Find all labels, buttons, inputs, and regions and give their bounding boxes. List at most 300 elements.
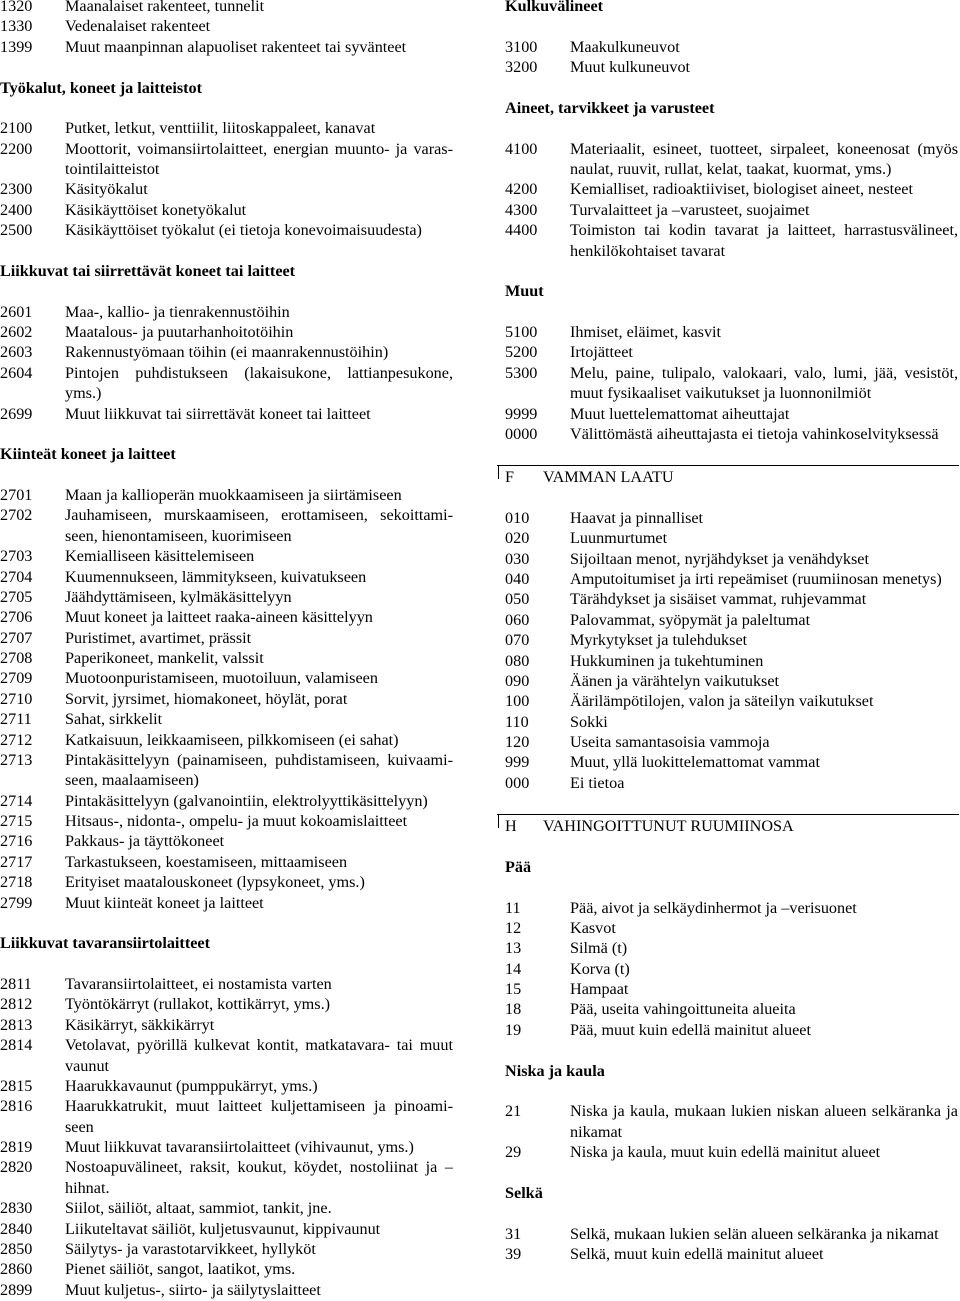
description-line: Haarukkavaunut (pumppukärryt, yms.)	[65, 1076, 318, 1095]
item-code: 2706	[0, 608, 33, 627]
code-item-2710	[0, 689, 453, 709]
item-code: 070	[505, 631, 530, 650]
item-code: 13	[505, 939, 522, 958]
code-item-2860	[0, 1259, 453, 1279]
description-line: Irtojätteet	[570, 343, 633, 362]
description-line: Maa-, kallio- ja tienrakennustöihin	[65, 302, 290, 321]
spacer	[0, 241, 453, 261]
code-item-2708	[0, 648, 453, 668]
description-line: Kuumennukseen, lämmitykseen, kuivatukseen	[65, 567, 367, 586]
code-item-080	[505, 651, 959, 671]
item-code: 120	[505, 733, 530, 751]
description-line: Erityiset maatalouskoneet (lypsykoneet, yms.)	[65, 873, 365, 892]
item-code: 4300	[505, 200, 538, 219]
item-description	[570, 528, 958, 548]
code-item-2850	[0, 1239, 453, 1259]
item-code: 2709	[0, 669, 33, 688]
description-line: Sahat, sirkkelit	[65, 710, 163, 729]
description-line: henkilökohtaiset tavarat	[570, 241, 726, 260]
item-description	[65, 831, 453, 851]
description-line: Käsikäyttöiset konetyökalut	[65, 200, 247, 219]
item-code: 0000	[505, 424, 538, 443]
item-code: 2718	[0, 873, 33, 892]
description-line: Turvalaitteet ja –varusteet, suojaimet	[570, 200, 810, 219]
item-code: 2820	[0, 1158, 33, 1177]
code-item-2713	[0, 750, 453, 791]
item-description	[570, 424, 958, 444]
code-item-2709	[0, 668, 453, 688]
item-description	[570, 898, 958, 918]
item-description	[65, 750, 453, 791]
code-item-2500	[0, 220, 453, 240]
item-description	[65, 1035, 453, 1076]
item-code: 010	[505, 508, 530, 527]
item-description	[65, 363, 453, 404]
item-description	[570, 549, 958, 569]
item-description	[570, 508, 958, 528]
item-code: 2707	[0, 628, 33, 647]
item-description	[65, 485, 453, 505]
item-code: 18	[505, 1000, 522, 1019]
item-description	[65, 139, 453, 180]
item-code: 2711	[0, 710, 32, 729]
item-code: 2712	[0, 730, 33, 749]
description-line: Muut luettelemattomat aiheuttajat	[570, 404, 790, 423]
part-letter: H	[505, 817, 517, 835]
left-column	[0, 0, 453, 1300]
code-item-2602	[0, 322, 453, 342]
description-line: Useita samantasoisia vammoja	[570, 733, 770, 751]
description-line: Silmä (t)	[570, 939, 628, 958]
code-item-0000	[505, 424, 959, 444]
item-description	[65, 1137, 453, 1157]
code-item-5100	[505, 322, 959, 342]
item-description	[65, 0, 453, 16]
item-description	[65, 179, 453, 199]
code-item-3100	[505, 37, 959, 57]
section-heading: Pää	[505, 857, 532, 876]
code-item-4200	[505, 179, 959, 199]
description-line: Jäähdyttämiseen, kylmäkäsittelyyn	[65, 587, 292, 606]
item-code: 9999	[505, 404, 538, 423]
section-heading: Muut	[505, 282, 544, 301]
item-description	[570, 999, 958, 1019]
item-description	[570, 179, 958, 199]
item-description	[65, 607, 453, 627]
item-description	[65, 322, 453, 342]
code-item-2840	[0, 1219, 453, 1239]
code-item-999	[505, 752, 959, 772]
code-item-020	[505, 528, 959, 548]
item-code: 2604	[0, 363, 33, 382]
item-code: 2860	[0, 1260, 33, 1279]
item-description	[570, 404, 958, 424]
description-line: Melu, paine, tulipalo, valokaari, valo, lumi, jää, vesistöt,	[570, 363, 958, 382]
spacer	[0, 57, 453, 77]
section-heading: Kiinteät koneet ja laitteet	[0, 445, 176, 464]
item-code: 2811	[0, 975, 32, 993]
item-description	[570, 569, 958, 589]
item-code: 2812	[0, 995, 33, 1014]
item-code: 2899	[0, 1280, 33, 1299]
right-column	[505, 0, 959, 1264]
item-code: 2714	[0, 791, 33, 810]
section-heading: Liikkuvat tavaransiirtolaitteet	[0, 934, 210, 953]
item-description	[65, 1096, 453, 1137]
description-line: Maan ja kallioperän muokkaamiseen ja siirtämiseen	[65, 486, 402, 504]
item-code: 080	[505, 651, 530, 670]
item-description	[65, 1280, 453, 1300]
description-line: Toimiston tai kodin tavarat ja laitteet, harrastusvälineet,	[570, 221, 958, 240]
item-code: 2603	[0, 343, 33, 362]
code-item-4400	[505, 220, 959, 261]
item-description	[65, 1015, 453, 1035]
description-line: Vetolavat, pyörillä kulkevat kontit, matkatavara- tai muut	[65, 1036, 453, 1055]
item-description	[570, 139, 958, 180]
code-item-2812	[0, 994, 453, 1014]
item-description	[570, 363, 958, 404]
description-line: Sorvit, jyrsimet, hiomakoneet, höylät, porat	[65, 689, 348, 708]
description-line: vaunut	[65, 1056, 110, 1075]
item-description	[570, 773, 958, 793]
code-item-070	[505, 630, 959, 650]
description-line: Amputoitumiset ja irti repeämiset (ruumiinosan menetys)	[570, 570, 942, 588]
item-code: 21	[505, 1102, 522, 1121]
item-code: 2850	[0, 1239, 33, 1258]
item-code: 5100	[505, 323, 538, 341]
code-item-39	[505, 1244, 959, 1264]
item-description	[570, 918, 958, 938]
section-heading: Aineet, tarvikkeet ja varusteet	[505, 98, 715, 117]
item-description	[570, 589, 958, 609]
item-code: 050	[505, 590, 530, 609]
item-code: 31	[505, 1224, 522, 1243]
item-description	[65, 974, 453, 994]
item-code: 2705	[0, 587, 33, 606]
spacer	[0, 913, 453, 933]
item-code: 1320	[0, 0, 33, 15]
code-item-5300	[505, 363, 959, 404]
spacer	[0, 424, 453, 444]
code-item-2702	[0, 505, 453, 546]
code-item-15	[505, 979, 959, 999]
item-code: 2701	[0, 486, 33, 504]
item-description	[65, 852, 453, 872]
item-code: 2699	[0, 404, 33, 423]
code-item-2819	[0, 1137, 453, 1157]
code-item-2830	[0, 1198, 453, 1218]
code-item-120	[505, 732, 959, 752]
item-code: 110	[505, 712, 529, 731]
item-description	[65, 689, 453, 709]
item-code: 3200	[505, 58, 538, 77]
code-item-2816	[0, 1096, 453, 1137]
part-letter: F	[505, 468, 515, 487]
item-code: 19	[505, 1020, 522, 1039]
section-heading: Kulkuvälineet	[505, 0, 604, 15]
spacer	[505, 261, 959, 281]
description-line: Hitsaus-, nidonta-, ompelu- ja muut kokoamislaitteet	[65, 812, 408, 830]
item-code: 2840	[0, 1219, 33, 1238]
item-code: 2710	[0, 689, 33, 708]
description-line: Tavaransiirtolaitteet, ei nostamista varten	[65, 975, 332, 993]
description-line: Moottorit, voimansiirtolaitteet, energian muunto- ja varas-	[65, 139, 453, 158]
item-description	[65, 587, 453, 607]
description-line: Työntökärryt (rullakot, kottikärryt, yms.)	[65, 995, 331, 1014]
description-line: Maatalous- ja puutarhanhoitotöihin	[65, 323, 294, 341]
item-code: 2702	[0, 506, 33, 525]
description-line: Jauhamiseen, murskaamiseen, erottamiseen, sekoittami-	[65, 506, 453, 525]
item-description	[65, 1239, 453, 1259]
section-heading: Selkä	[505, 1183, 543, 1202]
item-description	[65, 302, 453, 322]
item-code: 2300	[0, 180, 33, 199]
description-line: Äänen ja värähtelyn vaikutukset	[570, 671, 780, 690]
item-code: 3100	[505, 37, 538, 56]
item-description	[570, 1101, 958, 1142]
item-code: 39	[505, 1244, 522, 1263]
code-item-2899	[0, 1280, 453, 1300]
description-line: Luunmurtumet	[570, 529, 668, 548]
description-line: Käsikärryt, säkkikärryt	[65, 1015, 215, 1034]
description-line: Haarukkatrukit, muut laitteet kuljettamiseen ja pinoami-	[65, 1097, 453, 1116]
description-line: Pintojen puhdistukseen (lakaisukone, lattianpesukone,	[65, 363, 453, 382]
code-item-11	[505, 898, 959, 918]
code-item-2701	[0, 485, 453, 505]
description-line: Muut kulkuneuvot	[570, 58, 691, 77]
item-code: 11	[505, 898, 521, 917]
code-item-21	[505, 1101, 959, 1142]
item-code: 090	[505, 671, 530, 690]
item-code: 1330	[0, 17, 33, 36]
code-item-2705	[0, 587, 453, 607]
spacer	[505, 118, 959, 138]
section-heading: Työkalut, koneet ja laitteistot	[0, 78, 203, 97]
description-line: naulat, ruuvit, rullat, kelat, taakat, kuormat, yms.)	[570, 160, 892, 178]
description-line: Välittömästä aiheuttajasta ei tietoja vahinkoselvityksessä	[570, 424, 939, 443]
description-line: Myrkytykset ja tulehdukset	[570, 631, 748, 650]
spacer	[505, 1203, 959, 1223]
item-code: 2708	[0, 649, 33, 667]
item-code: 4200	[505, 180, 538, 199]
item-code: 000	[505, 773, 530, 792]
description-line: Maakulkuneuvot	[570, 37, 680, 56]
code-item-2704	[0, 567, 453, 587]
item-description	[65, 648, 453, 668]
item-code: 2704	[0, 567, 33, 586]
item-code: 2400	[0, 200, 33, 219]
spacer	[0, 98, 453, 118]
item-code: 2816	[0, 1097, 33, 1116]
item-code: 2815	[0, 1076, 33, 1095]
code-item-060	[505, 610, 959, 630]
description-line: Katkaisuun, leikkaamiseen, pilkkomiseen (ei sahat)	[65, 730, 399, 749]
description-line: Säilytys- ja varastotarvikkeet, hyllyköt	[65, 1239, 316, 1258]
code-item-31	[505, 1224, 959, 1244]
item-code: 29	[505, 1143, 522, 1161]
item-code: 2716	[0, 832, 33, 851]
item-code: 2813	[0, 1015, 33, 1034]
description-line: Korva (t)	[570, 959, 630, 978]
description-line: Putket, letkut, venttiilit, liitoskappaleet, kanavat	[65, 119, 376, 138]
item-description	[65, 1259, 453, 1279]
description-line: Hampaat	[570, 980, 629, 998]
code-item-5200	[505, 342, 959, 362]
item-description	[65, 118, 453, 138]
code-item-030	[505, 549, 959, 569]
item-description	[570, 630, 958, 650]
item-code: 15	[505, 980, 522, 998]
spacer	[505, 1081, 959, 1101]
item-description	[65, 342, 453, 362]
item-code: 2819	[0, 1138, 33, 1156]
item-description	[65, 994, 453, 1014]
item-code: 2601	[0, 302, 33, 321]
item-code: 100	[505, 692, 530, 711]
code-item-2601	[0, 302, 453, 322]
description-line: Ihmiset, eläimet, kasvit	[570, 323, 722, 341]
item-description	[65, 872, 453, 892]
code-item-2813	[0, 1015, 453, 1035]
description-line: Niska ja kaula, mukaan lukien niskan alueen selkäranka ja	[570, 1102, 958, 1121]
description-line: Pakkaus- ja täyttökoneet	[65, 832, 225, 851]
description-line: Kasvot	[570, 918, 616, 937]
item-description	[570, 57, 958, 77]
description-line: Tarkastukseen, koestamiseen, mittaamiseen	[65, 852, 348, 871]
code-item-090	[505, 671, 959, 691]
item-code: 2500	[0, 221, 33, 240]
spacer	[505, 1162, 959, 1182]
item-description	[570, 959, 958, 979]
description-line: Pintakäsittelyyn (galvanointiin, elektrolyyttikäsittelyyn)	[65, 791, 428, 810]
code-item-9999	[505, 404, 959, 424]
code-item-2811	[0, 974, 453, 994]
item-code: 12	[505, 918, 522, 937]
description-line: Niska ja kaula, muut kuin edellä mainitut alueet	[570, 1143, 881, 1161]
description-line: Liikuteltavat säiliöt, kuljetusvaunut, kippivaunut	[65, 1219, 381, 1238]
description-line: tointilaitteistot	[65, 160, 160, 178]
description-line: yms.)	[65, 384, 102, 403]
description-line: Nostoapuvälineet, raksit, koukut, köydet, nostoliinat ja –	[65, 1158, 453, 1177]
description-line: Muut kiinteät koneet ja laitteet	[65, 893, 264, 912]
description-line: Paperikoneet, mankelit, valssit	[65, 649, 264, 667]
code-item-040	[505, 569, 959, 589]
code-item-050	[505, 589, 959, 609]
item-description	[570, 1244, 958, 1264]
section-heading: Niska ja kaula	[505, 1061, 605, 1080]
code-item-18	[505, 999, 959, 1019]
item-description	[65, 546, 453, 566]
spacer	[505, 78, 959, 98]
description-line: Haavat ja pinnalliset	[570, 508, 704, 527]
item-description	[570, 651, 958, 671]
item-code: 2814	[0, 1036, 33, 1055]
spacer	[0, 465, 453, 485]
description-line: Selkä, mukaan lukien selän alueen selkäranka ja nikamat	[570, 1224, 939, 1243]
item-code: 2200	[0, 139, 33, 158]
spacer	[505, 877, 959, 897]
spacer	[0, 954, 453, 974]
code-item-2300	[0, 179, 453, 199]
description-line: muut fysikaaliset vaikutukset ja luonnonilmiöt	[570, 384, 872, 403]
code-item-2400	[0, 200, 453, 220]
description-line: seen, hienontamiseen, kuorimiseen	[65, 526, 292, 545]
description-line: hihnat.	[65, 1178, 110, 1197]
item-code: 030	[505, 549, 530, 568]
item-description	[570, 752, 958, 772]
description-line: Pää, useita vahingoittuneita alueita	[570, 1000, 796, 1019]
code-item-1399	[0, 37, 453, 57]
description-line: Äärilämpötilojen, valon ja säteilyn vaikutukset	[570, 692, 874, 711]
code-item-2200	[0, 139, 453, 180]
part-header	[497, 814, 959, 837]
description-line: Vedenalaiset rakenteet	[65, 17, 211, 36]
item-description	[65, 709, 453, 729]
item-description	[570, 671, 958, 691]
code-item-2714	[0, 791, 453, 811]
item-description	[570, 1142, 958, 1162]
description-line: Pintakäsittelyyn (painamiseen, puhdistamiseen, kuivaami-	[65, 750, 453, 769]
code-item-2820	[0, 1157, 453, 1198]
item-code: 5300	[505, 363, 538, 382]
item-description	[570, 322, 958, 342]
code-item-2716	[0, 831, 453, 851]
description-line: Muotoonpuristamiseen, muotoiluun, valamiseen	[65, 669, 378, 688]
description-line: Kemialliseen käsittelemiseen	[65, 547, 255, 566]
description-line: Palovammat, syöpymät ja paleltumat	[570, 610, 811, 629]
code-item-010	[505, 508, 959, 528]
description-line: seen, maalaamiseen)	[65, 771, 199, 790]
code-item-2717	[0, 852, 453, 872]
item-code: 999	[505, 753, 530, 772]
item-description	[65, 1219, 453, 1239]
code-item-1320	[0, 0, 453, 16]
item-code: 2602	[0, 323, 33, 341]
code-item-2100	[0, 118, 453, 138]
spacer	[505, 444, 959, 464]
spacer	[505, 836, 959, 856]
code-item-2603	[0, 342, 453, 362]
description-line: Puristimet, avartimet, prässit	[65, 628, 252, 647]
code-item-4300	[505, 200, 959, 220]
description-line: Käsikäyttöiset työkalut (ei tietoja konevoimaisuudesta)	[65, 221, 422, 240]
item-description	[65, 404, 453, 424]
item-description	[570, 691, 958, 711]
item-code: 060	[505, 610, 530, 629]
description-line: Hukkuminen ja tukehtuminen	[570, 651, 764, 670]
item-description	[570, 220, 958, 261]
spacer	[505, 16, 959, 36]
item-code: 020	[505, 529, 530, 548]
code-item-110	[505, 712, 959, 732]
description-line: Materiaalit, esineet, tuotteet, sirpaleet, koneenosat (myös	[570, 139, 958, 158]
item-description	[570, 200, 958, 220]
description-line: Selkä, muut kuin edellä mainitut alueet	[570, 1244, 824, 1263]
item-description	[65, 505, 453, 546]
spacer	[505, 793, 959, 813]
code-item-29	[505, 1142, 959, 1162]
item-description	[570, 1224, 958, 1244]
item-code: 4100	[505, 139, 538, 158]
description-line: Pää, aivot ja selkäydinhermot ja –verisuonet	[570, 898, 857, 917]
description-line: Siilot, säiliöt, altaat, sammiot, tankit, jne.	[65, 1199, 332, 1218]
item-code: 14	[505, 959, 522, 978]
code-item-1330	[0, 16, 453, 36]
description-line: Pää, muut kuin edellä mainitut alueet	[570, 1020, 811, 1039]
item-description	[65, 1198, 453, 1218]
code-item-2707	[0, 628, 453, 648]
code-item-2715	[0, 811, 453, 831]
